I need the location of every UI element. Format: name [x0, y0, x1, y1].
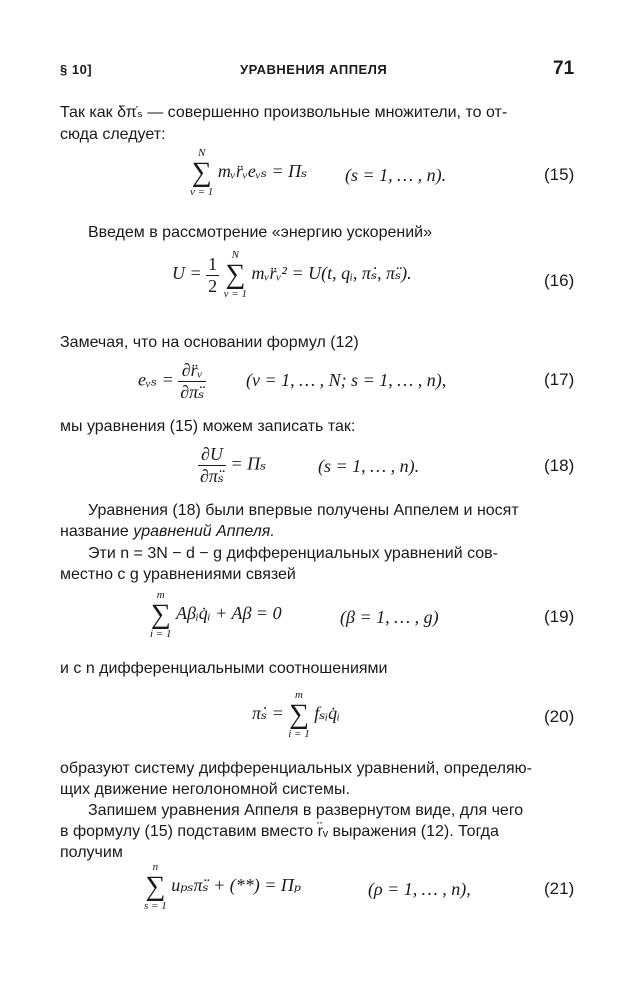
- paragraph-line: получим: [60, 844, 123, 861]
- section-ref: § 10]: [60, 62, 93, 77]
- paragraph-line: Запишем уравнения Аппеля в развернутом виде, для чего: [88, 802, 524, 819]
- paragraph-line: Уравнения (18) были впервые получены Аппелем и носят: [88, 502, 519, 519]
- paragraph-line: Замечая, что на основании формул (12): [60, 334, 359, 351]
- equation-number: (15): [544, 165, 575, 184]
- paragraph-line: мы уравнения (15) можем записать так:: [60, 418, 356, 435]
- equation-condition: (ν = 1, … , N; s = 1, … , n),: [246, 370, 447, 390]
- sum-symbol: n ∑ s = 1: [144, 861, 167, 912]
- equation-21: n ∑ s = 1 uₚₛπ̈ₛ + (**) = Πₚ: [144, 861, 302, 912]
- paragraph-line: сюда следует:: [60, 126, 166, 143]
- italic-term: уравнений Аппеля.: [133, 523, 275, 540]
- equation-19: m ∑ i = 1 Aβᵢq̇ᵢ + Aβ = 0: [150, 589, 282, 640]
- equation-17: eᵥₛ = $\frac{\text{∂r̈ᵥ}}{\text{∂π̈ₛ}}$: [138, 360, 205, 402]
- equation-number: (18): [544, 456, 575, 475]
- paragraph-line: Эти n = 3N − d − g дифференциальных уравнений сов-: [88, 545, 499, 562]
- equation-condition: (ρ = 1, … , n),: [368, 879, 471, 899]
- equation-number: (16): [544, 271, 575, 290]
- page-number: 71: [553, 58, 575, 79]
- paragraph-line: Так как δπ̇ₛ — совершенно произвольные множители, то от-: [60, 104, 508, 121]
- equation-condition: (β = 1, … , g): [340, 607, 439, 627]
- sum-symbol: m ∑ i = 1: [150, 589, 172, 640]
- equation-number: (21): [544, 879, 575, 898]
- paragraph-line: образуют систему дифференциальных уравнений, определяю-: [60, 760, 532, 777]
- equation-15: N ∑ ν = 1 mᵥr̈ᵥeᵥₛ = Πₛ: [190, 147, 308, 198]
- paragraph-line: и с n дифференциальными соотношениями: [60, 660, 388, 677]
- fraction: $\frac{1}{2}$: [208, 253, 218, 296]
- paragraph-line: местно с g уравнениями связей: [60, 566, 296, 583]
- sum-symbol: m ∑ i = 1: [288, 689, 310, 740]
- equation-20: π̇ₛ = m ∑ i = 1 fₛᵢq̇ᵢ: [252, 689, 340, 740]
- paragraph-line: название уравнений Аппеля.: [60, 523, 275, 540]
- equation-condition: (s = 1, … , n).: [318, 456, 420, 476]
- paragraph-line: щих движение неголономной системы.: [60, 781, 350, 798]
- equation-number: (19): [544, 607, 575, 626]
- sum-symbol: N ∑ ν = 1: [223, 249, 247, 300]
- equation-number: (20): [544, 707, 575, 726]
- paragraph-line: в формулу (15) подставим вместо r̈ᵥ выражения (12). Тогда: [60, 823, 499, 840]
- equation-16: U = $\frac{1}{2}$ N ∑ ν = 1 mᵥr̈ᵥ² = U(t, qᵢ, π̇ₛ, π̈ₛ).: [172, 249, 412, 300]
- equation-number: (17): [544, 370, 575, 389]
- equation-18: $\frac{\partial U}{\text{∂π̈ₛ}}$ = Πₛ: [200, 444, 267, 486]
- paragraph-line: Введем в рассмотрение «энергию ускорений»: [88, 224, 432, 241]
- fraction: $\frac{\partial U}{\text{∂π̈ₛ}}$: [200, 444, 224, 486]
- equation-condition: (s = 1, … , n).: [345, 165, 447, 185]
- fraction: $\frac{\text{∂r̈ᵥ}}{\text{∂π̈ₛ}}$: [180, 360, 205, 402]
- sum-symbol: N ∑ ν = 1: [190, 147, 214, 198]
- running-title: УРАВНЕНИЯ АППЕЛЯ: [240, 62, 388, 77]
